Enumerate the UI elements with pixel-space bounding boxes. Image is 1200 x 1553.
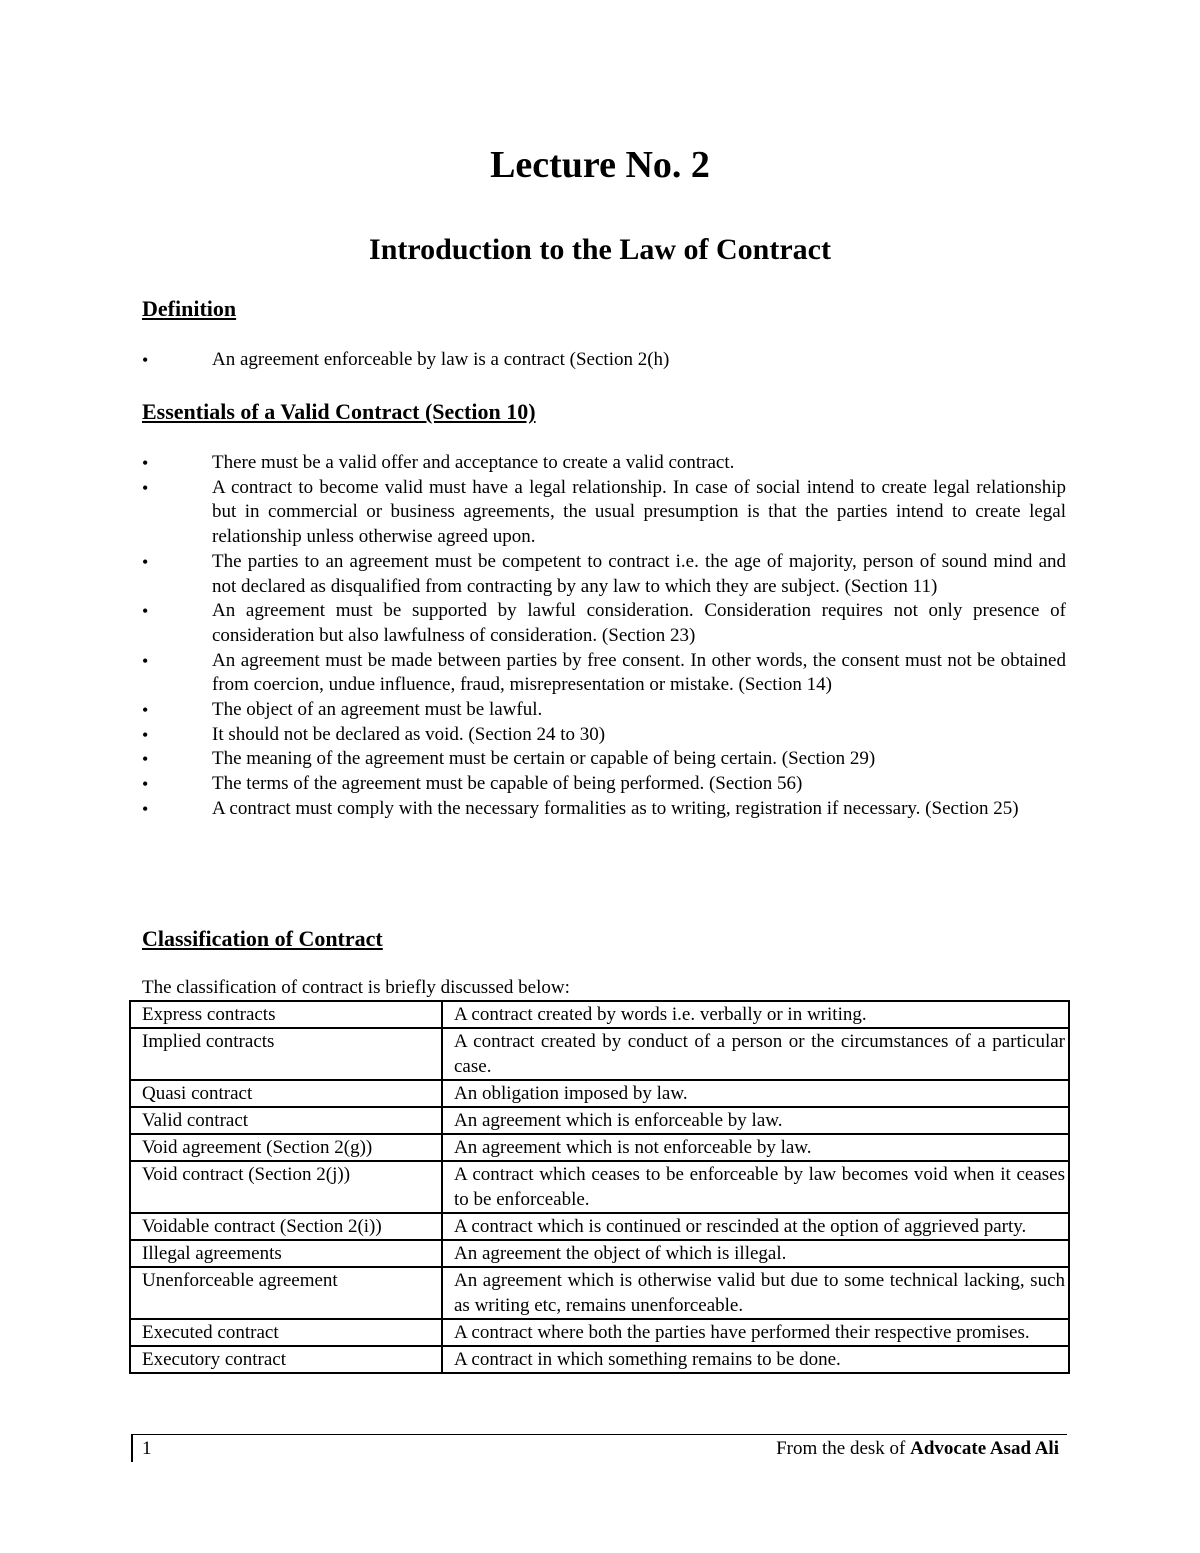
essentials-list — [142, 451, 1066, 822]
classification-heading: Classification of Contract — [142, 926, 383, 951]
term-cell: Executed contract — [130, 1319, 442, 1346]
bullet-icon: • — [142, 798, 149, 819]
classification-intro: The classification of contract is briefly discussed below: — [142, 977, 570, 998]
list-item: • The terms of the agreement must be capable of being performed. (Section 56) — [142, 772, 1066, 797]
bullet-icon: • — [142, 601, 149, 622]
term-cell: Void contract (Section 2(j)) — [130, 1161, 442, 1213]
bullet-icon: • — [142, 650, 149, 671]
list-item: • The parties to an agreement must be competent to contract i.e. the age of majority, person of sound mind and not declared as disqualified from contracting by any law to which they are subject. (Section 11) — [142, 550, 1066, 597]
footer-vertical-bar — [131, 1434, 133, 1462]
classification-table — [129, 1000, 1070, 1374]
term-cell: Express contracts — [130, 1001, 442, 1028]
description-cell: An agreement which is otherwise valid but due to some technical lacking, such as writing etc, remains unenforceable. — [442, 1267, 1069, 1319]
bullet-icon: • — [142, 453, 149, 473]
term-cell: Implied contracts — [130, 1028, 442, 1080]
page-title: Lecture No. 2 — [490, 144, 710, 186]
description-cell: An obligation imposed by law. — [442, 1080, 1069, 1107]
description-cell: A contract created by conduct of a person or the circumstances of a particular case. — [442, 1028, 1069, 1080]
footer-author: Advocate Asad Ali — [910, 1438, 1059, 1459]
description-cell: A contract created by words i.e. verbally or in writing. — [442, 1001, 1069, 1028]
list-item: • A contract must comply with the necessary formalities as to writing, registration if necessary. (Section 25) — [142, 797, 1066, 822]
list-item: • An agreement enforceable by law is a contract (Section 2(h) — [142, 348, 1066, 373]
description-cell: A contract which is continued or rescinded at the option of aggrieved party. — [442, 1213, 1069, 1240]
table-row — [130, 1001, 1069, 1028]
bullet-icon: • — [142, 477, 149, 498]
list-item: • An agreement must be supported by lawful consideration. Consideration requires not only presence of consideration but also lawfulness of consideration. (Section 23) — [142, 600, 1066, 646]
bullet-icon: • — [142, 774, 149, 795]
table-row — [130, 1161, 1069, 1213]
table-row — [130, 1240, 1069, 1267]
footer-credit — [776, 1437, 1059, 1461]
table-row — [130, 1134, 1069, 1161]
table-row — [130, 1028, 1069, 1080]
definition-heading: Definition — [142, 296, 237, 321]
term-cell: Quasi contract — [130, 1080, 442, 1107]
table-row — [130, 1107, 1069, 1134]
description-cell: A contract where both the parties have performed their respective promises. — [442, 1319, 1069, 1346]
term-cell: Illegal agreements — [130, 1240, 442, 1267]
description-cell: A contract in which something remains to be done. — [442, 1346, 1069, 1373]
term-cell: Valid contract — [130, 1107, 442, 1134]
list-item: • There must be a valid offer and acceptance to create a valid contract. — [142, 451, 1066, 476]
description-cell: An agreement the object of which is illegal. — [442, 1240, 1069, 1267]
footer-divider — [131, 1434, 1067, 1435]
table-row — [130, 1346, 1069, 1373]
bullet-icon: • — [142, 724, 149, 745]
description-cell: A contract which ceases to be enforceable by law becomes void when it ceases to be enforceable. — [442, 1161, 1069, 1213]
term-cell: Executory contract — [130, 1346, 442, 1373]
table-row — [130, 1080, 1069, 1107]
table-row — [130, 1213, 1069, 1240]
bullet-icon: • — [142, 700, 149, 721]
footer-credit-prefix: From the desk of — [776, 1438, 911, 1459]
bullet-icon: • — [142, 350, 149, 370]
description-cell: An agreement which is not enforceable by law. — [442, 1134, 1069, 1161]
page-number: 1 — [142, 1438, 152, 1459]
list-item: • It should not be declared as void. (Section 24 to 30) — [142, 723, 1066, 748]
essentials-heading: Essentials of a Valid Contract (Section 10) — [142, 399, 536, 424]
description-cell: An agreement which is enforceable by law. — [442, 1107, 1069, 1134]
term-cell: Voidable contract (Section 2(i)) — [130, 1213, 442, 1240]
term-cell: Unenforceable agreement — [130, 1267, 442, 1319]
bullet-icon: • — [142, 749, 149, 770]
list-item: • The object of an agreement must be lawful. — [142, 698, 1066, 723]
term-cell: Void agreement (Section 2(g)) — [130, 1134, 442, 1161]
list-item: • A contract to become valid must have a legal relationship. In case of social intend to create legal relationship but in commercial or business agreements, the usual presumption is that the parties intend to create legal relationship unless otherwise agreed upon. — [142, 476, 1066, 548]
list-item: • An agreement must be made between parties by free consent. In other words, the consent must not be obtained from coercion, undue influence, fraud, misrepresentation or mistake. (Section 14) — [142, 649, 1066, 696]
page-subtitle: Introduction to the Law of Contract — [369, 233, 831, 266]
definition-list — [142, 348, 1066, 373]
list-item: • The meaning of the agreement must be certain or capable of being certain. (Section 29) — [142, 747, 1066, 772]
table-row — [130, 1267, 1069, 1319]
table-row — [130, 1319, 1069, 1346]
bullet-icon: • — [142, 551, 149, 572]
